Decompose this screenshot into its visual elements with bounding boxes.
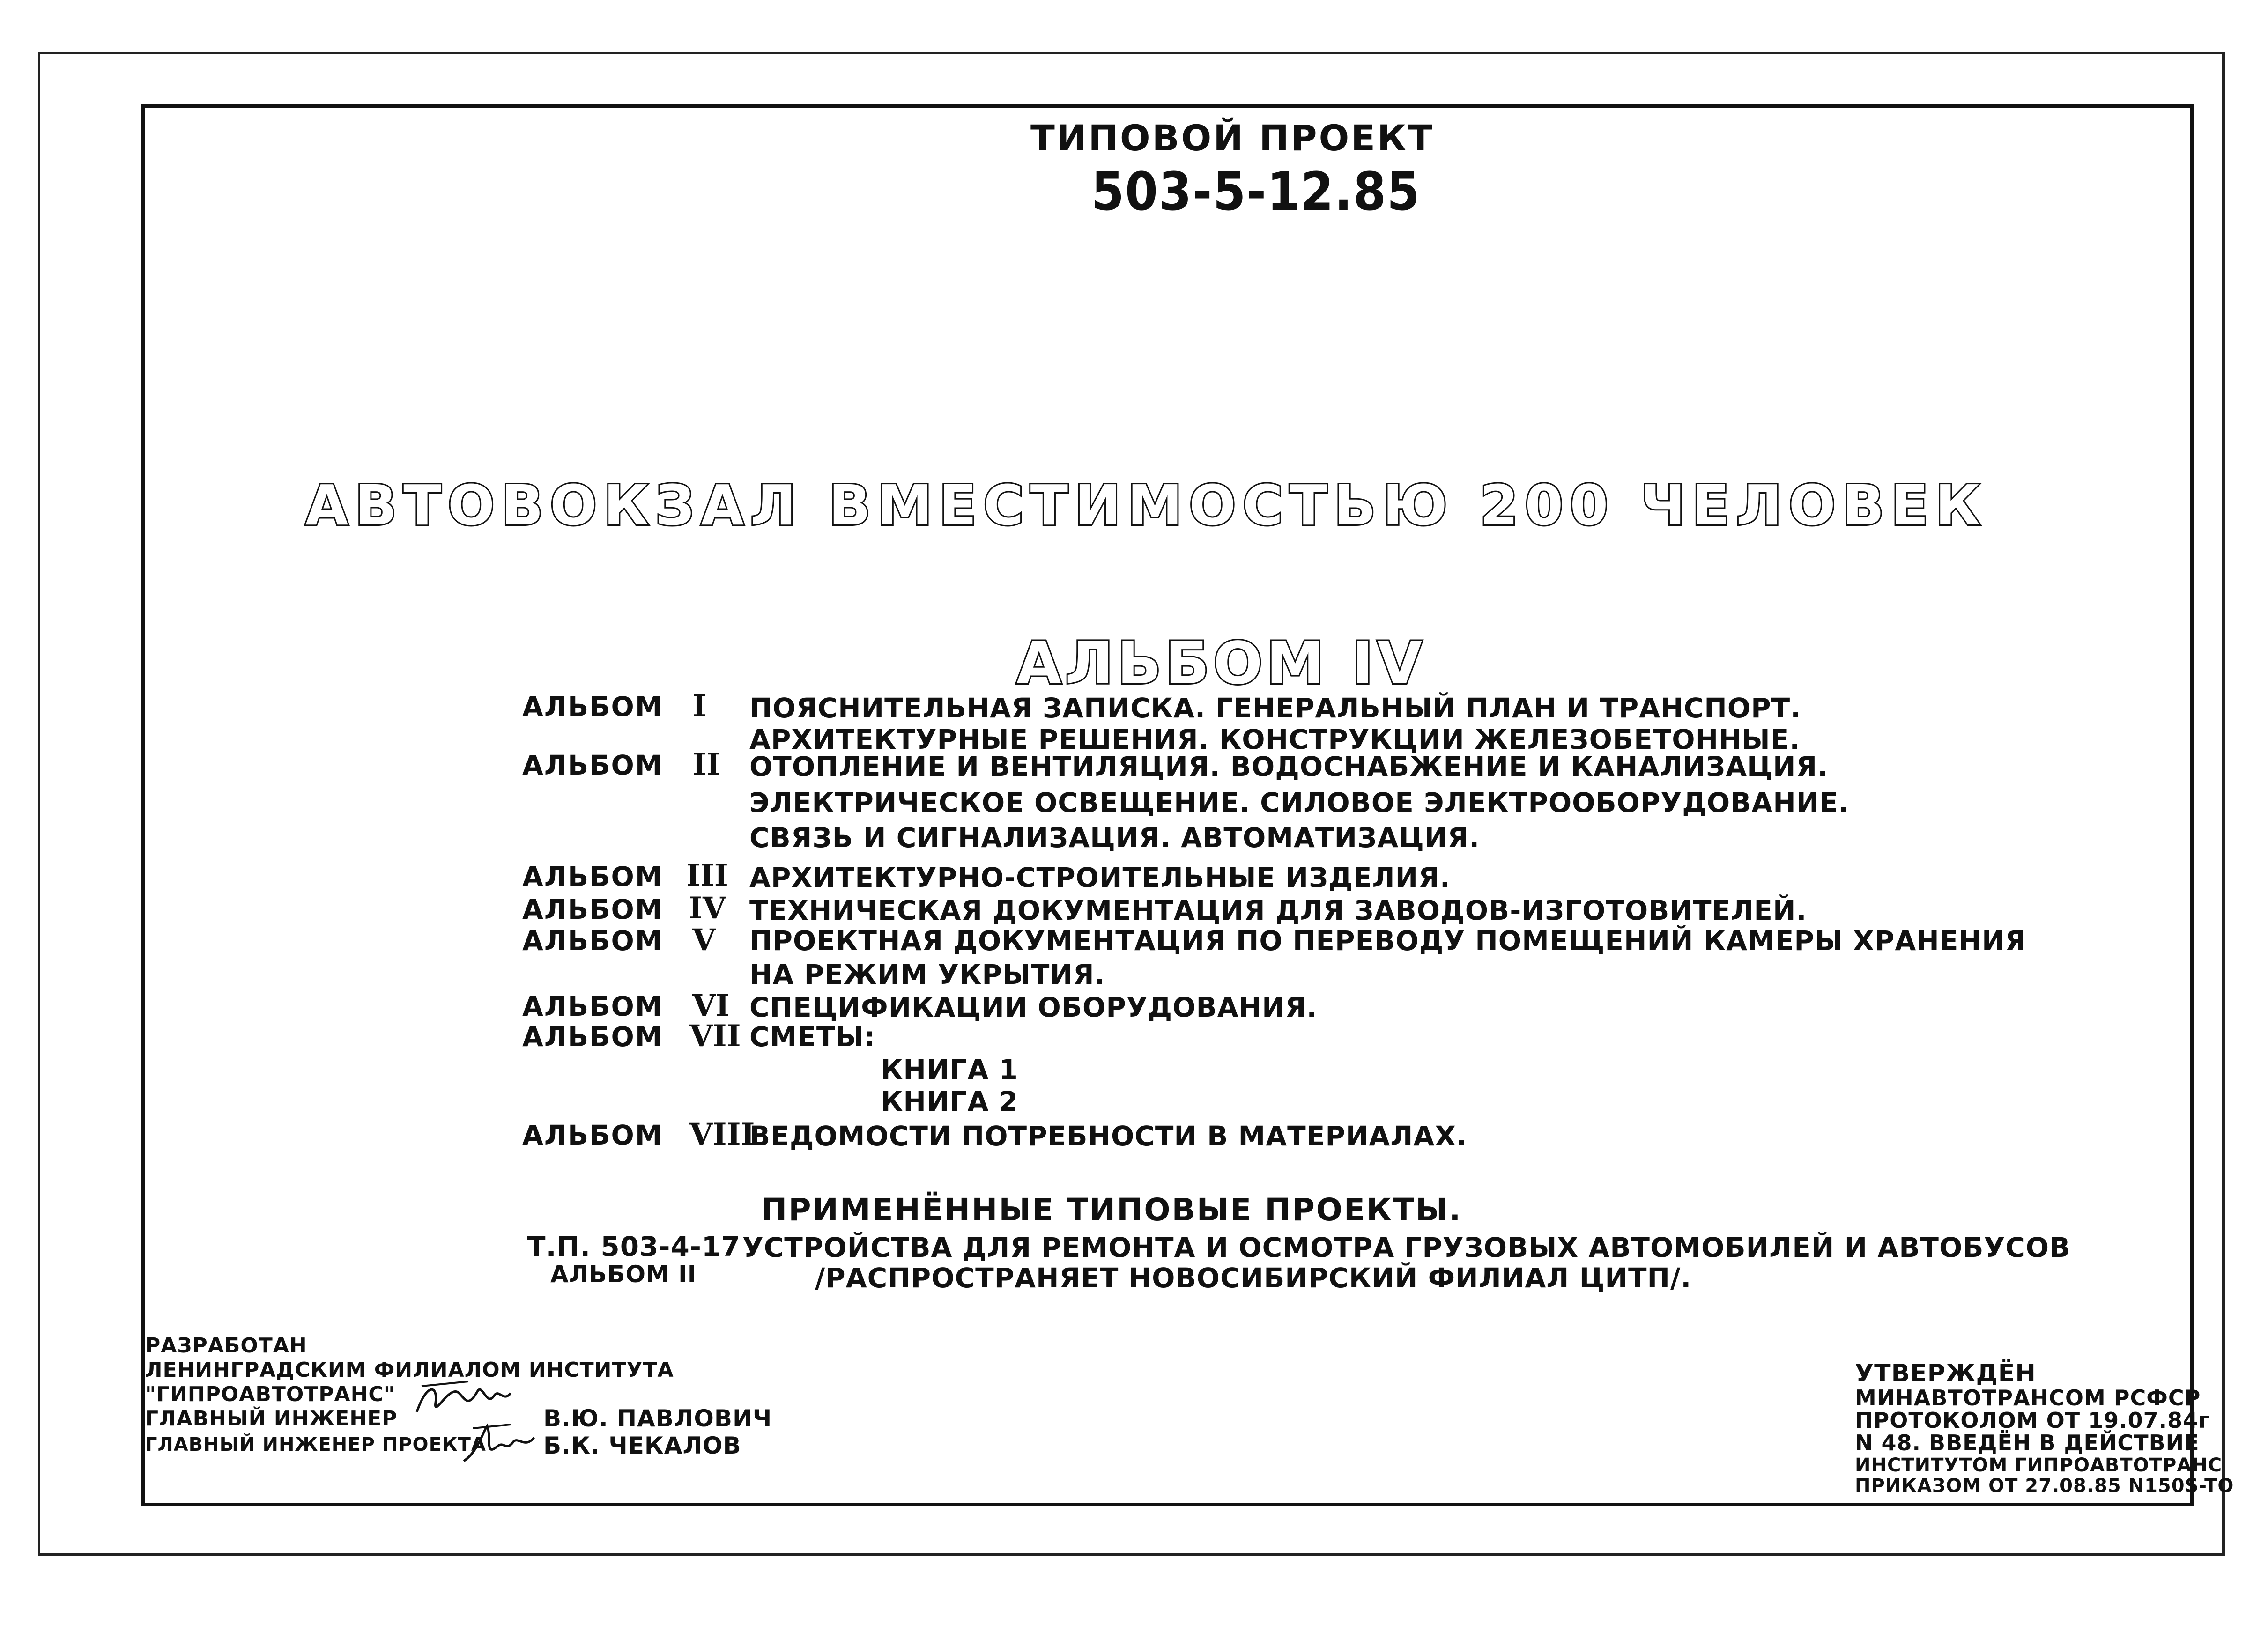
album-number: V (692, 923, 716, 958)
album-description: АРХИТЕКТУРНО-СТРОИТЕЛЬНЫЕ ИЗДЕЛИЯ. (749, 862, 1451, 894)
album-number: IV (689, 891, 726, 926)
album-description: ОТОПЛЕНИЕ И ВЕНТИЛЯЦИЯ. ВОДОСНАБЖЕНИЕ И КАНАЛИЗАЦИЯ. (749, 751, 1829, 783)
album-description: ПРОЕКТНАЯ ДОКУМЕНТАЦИЯ ПО ПЕРЕВОДУ ПОМЕЩЕНИЙ КАМЕРЫ ХРАНЕНИЯ (749, 925, 2027, 957)
album-description: СВЯЗЬ И СИГНАЛИЗАЦИЯ. АВТОМАТИЗАЦИЯ. (749, 822, 1480, 854)
signature-chief-project-engineer (459, 1419, 539, 1470)
applied-project-album: АЛЬБОМ II (550, 1261, 697, 1288)
chief-project-engineer-role: ГЛАВНЫЙ ИНЖЕНЕР ПРОЕКТА (145, 1434, 486, 1455)
book-item: КНИГА 2 (881, 1086, 1018, 1117)
signature-chief-engineer (412, 1374, 515, 1426)
album-description: НА РЕЖИМ УКРЫТИЯ. (749, 959, 1105, 990)
album-number: II (692, 747, 720, 782)
book-item: КНИГА 1 (881, 1054, 1018, 1086)
approval-protocol: ПРОТОКОЛОМ ОТ 19.07.84г (1855, 1408, 2210, 1433)
album-title: АЛЬБОМ IV (1016, 630, 1426, 697)
album-label: АЛЬБОМ (522, 894, 663, 925)
album-label: АЛЬБОМ (522, 1119, 663, 1151)
approval-ministry: МИНАВТОТРАНСОМ РСФСР (1855, 1385, 2201, 1410)
album-label: АЛЬБОМ (522, 990, 663, 1022)
album-description: СПЕЦИФИКАЦИИ ОБОРУДОВАНИЯ. (749, 991, 1318, 1023)
project-code: 503-5-12.85 (1091, 162, 1421, 222)
album-description: ЭЛЕКТРИЧЕСКОЕ ОСВЕЩЕНИЕ. СИЛОВОЕ ЭЛЕКТРООБОРУДОВАНИЕ. (749, 787, 1849, 819)
chief-project-engineer-name: Б.К. ЧЕКАЛОВ (543, 1432, 741, 1459)
album-label: АЛЬБОМ (522, 749, 663, 781)
applied-projects-heading: ПРИМЕНЁННЫЕ ТИПОВЫЕ ПРОЕКТЫ. (761, 1192, 1462, 1228)
album-description: ТЕХНИЧЕСКАЯ ДОКУМЕНТАЦИЯ ДЛЯ ЗАВОДОВ-ИЗГОТОВИТЕЛЕЙ. (749, 894, 1807, 926)
album-label: АЛЬБОМ (522, 1021, 663, 1053)
main-title: АВТОВОКЗАЛ ВМЕСТИМОСТЬЮ 200 ЧЕЛОВЕК (305, 473, 1987, 538)
approval-institute: ИНСТИТУТОМ ГИПРОАВТОТРАНС (1855, 1455, 2223, 1476)
album-number: I (692, 688, 706, 724)
album-number: III (686, 858, 728, 893)
album-number: VII (689, 1019, 741, 1054)
album-label: АЛЬБОМ (522, 861, 663, 893)
album-description: ПОЯСНИТЕЛЬНАЯ ЗАПИСКА. ГЕНЕРАЛЬНЫЙ ПЛАН И ТРАНСПОРТ. (749, 692, 1801, 724)
developed-by-label: РАЗРАБОТАН (145, 1334, 307, 1358)
chief-engineer-name: В.Ю. ПАВЛОВИЧ (543, 1405, 772, 1432)
approval-enactment: N 48. ВВЕДЁН В ДЕЙСТВИЕ (1855, 1430, 2200, 1455)
album-description: АРХИТЕКТУРНЫЕ РЕШЕНИЯ. КОНСТРУКЦИИ ЖЕЛЕЗОБЕТОННЫЕ. (749, 724, 1801, 755)
developer-organization: ЛЕНИНГРАДСКИМ ФИЛИАЛОМ ИНСТИТУТА (145, 1358, 674, 1382)
approval-order: ПРИКАЗОМ ОТ 27.08.85 N150S-TO (1855, 1475, 2234, 1497)
album-label: АЛЬБОМ (522, 691, 663, 723)
developer-institute: "ГИПРОАВТОТРАНС" (145, 1382, 395, 1406)
album-label: АЛЬБОМ (522, 925, 663, 957)
album-number: VIII (689, 1117, 755, 1152)
album-description: ВЕДОМОСТИ ПОТРЕБНОСТИ В МАТЕРИАЛАХ. (749, 1120, 1468, 1152)
applied-project-title: УСТРОЙСТВА ДЛЯ РЕМОНТА И ОСМОТРА ГРУЗОВЫХ АВТОМОБИЛЕЙ И АВТОБУСОВ (742, 1232, 2071, 1263)
album-number: VI (692, 988, 730, 1023)
approval-label: УТВЕРЖДЁН (1855, 1359, 2036, 1388)
chief-engineer-role: ГЛАВНЫЙ ИНЖЕНЕР (145, 1407, 398, 1431)
album-description: СМЕТЫ: (749, 1021, 875, 1053)
applied-project-ref: Т.П. 503-4-17 (527, 1231, 741, 1263)
applied-project-distributor: /РАСПРОСТРАНЯЕТ НОВОСИБИРСКИЙ ФИЛИАЛ ЦИТП/. (815, 1262, 1692, 1294)
project-type-label: ТИПОВОЙ ПРОЕКТ (1030, 117, 1435, 159)
